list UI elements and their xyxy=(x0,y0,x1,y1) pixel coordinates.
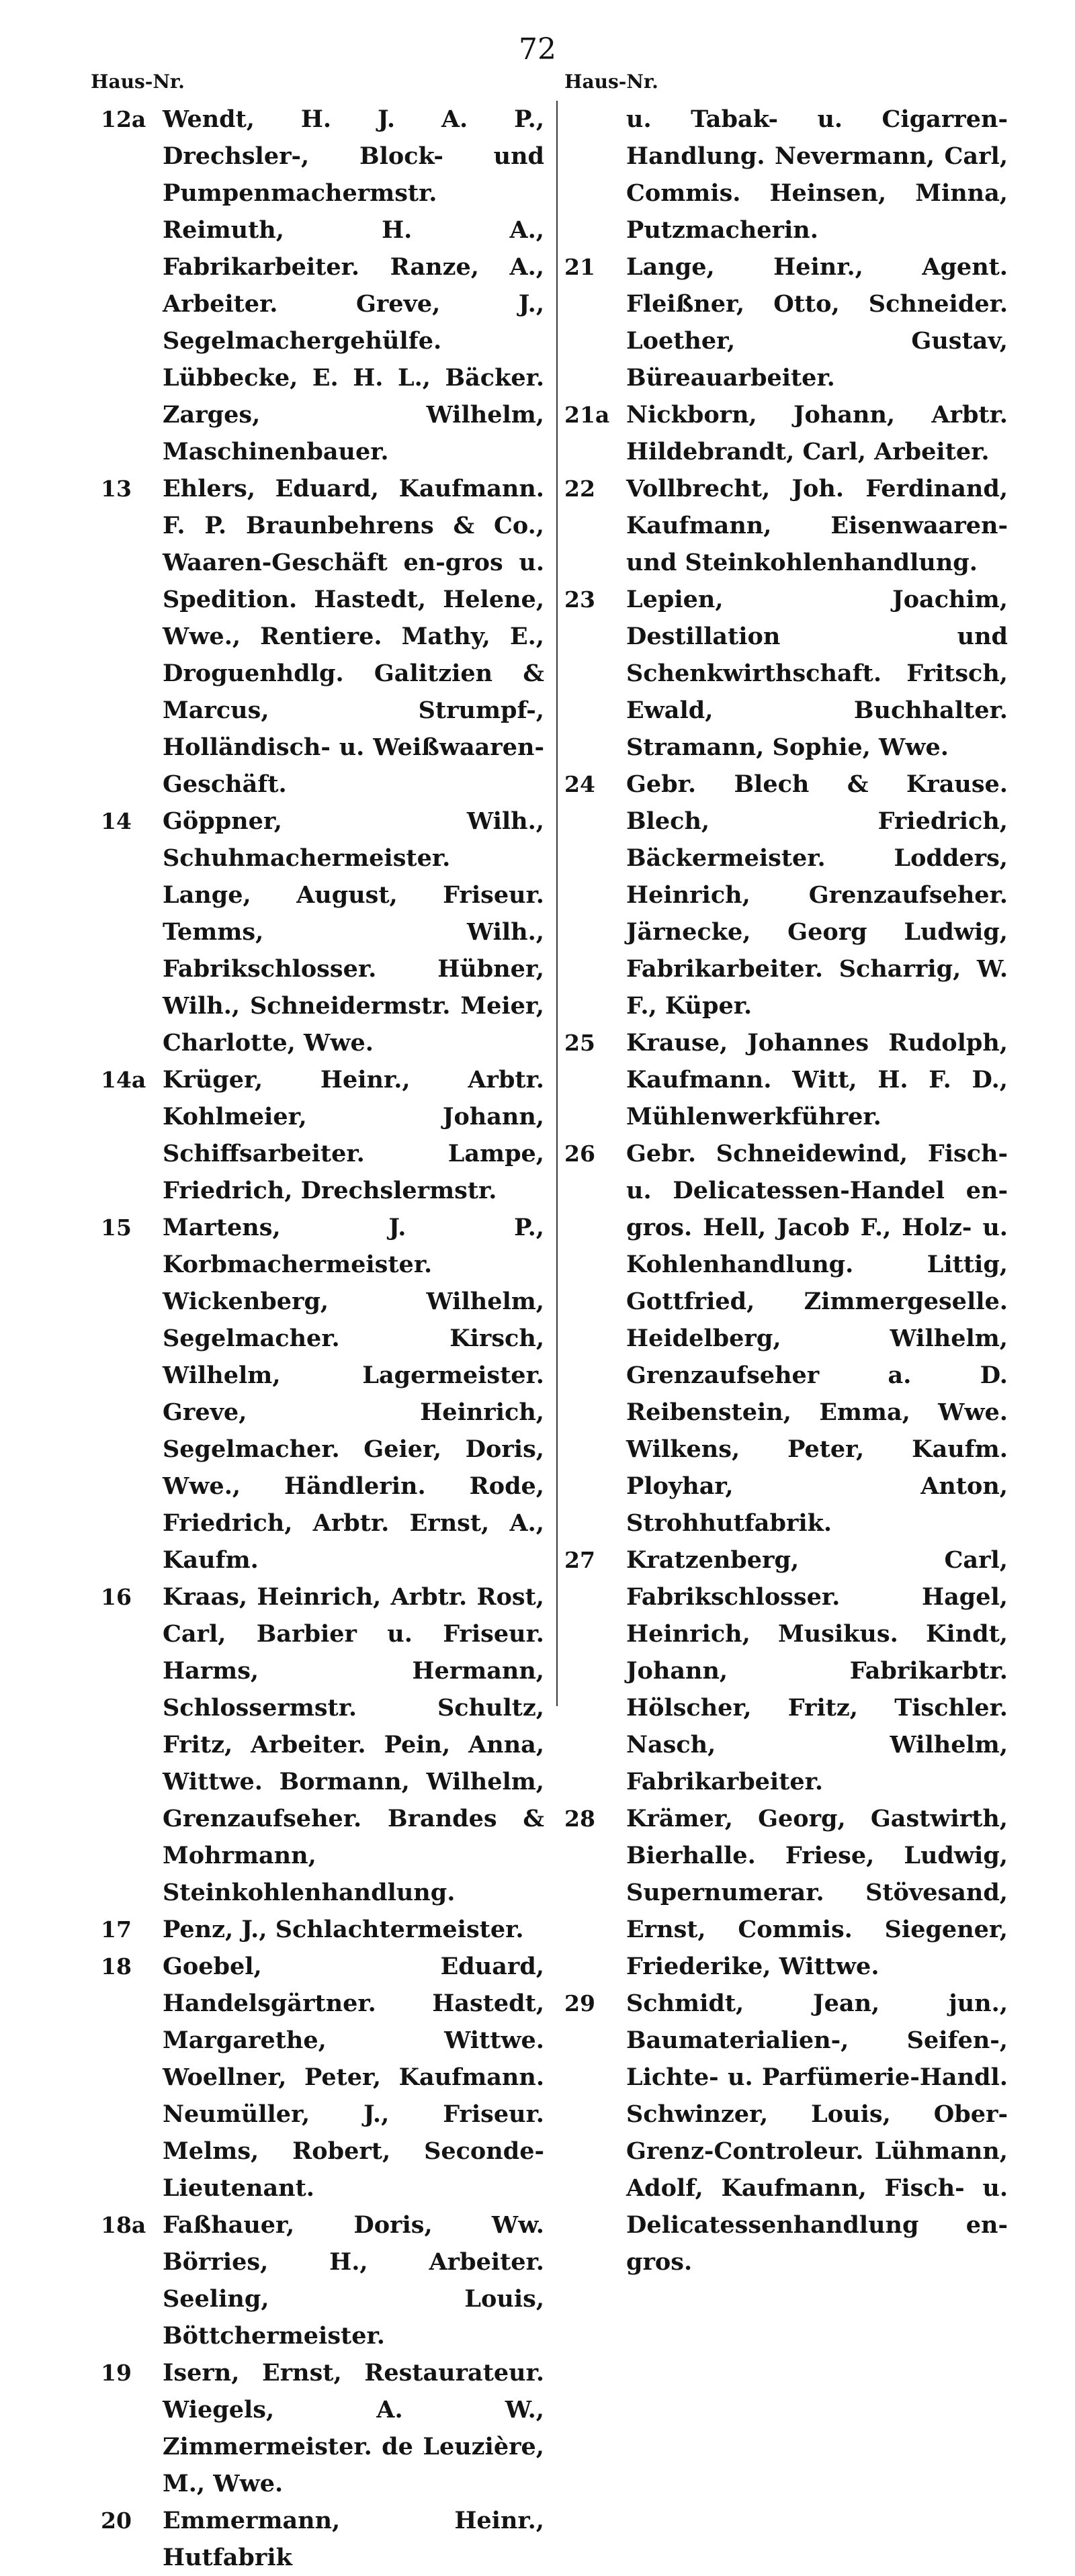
address-entry xyxy=(101,1209,544,1579)
resident-listing: Kratzenberg, Carl, Fabrikschlosser. Hagel, Heinrich, Musikus. Kindt, Johann, Fabrikarbtr. Hölscher, Fritz, Tischler. Nasch, Wilhelm, Fabrikarbeiter. xyxy=(626,1546,1008,1795)
resident-listing: Nickborn, Johann, Arbtr. Hildebrandt, Carl, Arbeiter. xyxy=(626,401,1008,465)
resident-listing: Vollbrecht, Joh. Ferdinand, Kaufmann, Eisenwaaren- und Steinkohlenhandlung. xyxy=(626,475,1008,576)
address-entry xyxy=(101,2502,544,2576)
house-number: 18 xyxy=(101,1953,132,1980)
address-entry xyxy=(564,581,1008,766)
address-entry xyxy=(101,101,544,470)
address-entry xyxy=(564,766,1008,1024)
address-entry xyxy=(564,249,1008,396)
page-number: 72 xyxy=(519,32,556,66)
resident-listing: Martens, J. P., Korbmachermeister. Wickenberg, Wilhelm, Segelmacher. Kirsch, Wilhelm, Lagermeister. Greve, Heinrich, Segelmacher. Geier, Doris, Wwe., Händlerin. Rode, Friedrich, Arbtr. Ernst, A., Kaufm. xyxy=(163,1214,544,1574)
address-entry xyxy=(564,1024,1008,1135)
house-number: 21a xyxy=(564,402,610,428)
address-entry xyxy=(564,101,1008,249)
resident-listing: Krämer, Georg, Gastwirth, Bierhalle. Friese, Ludwig, Supernumerar. Stövesand, Ernst, Commis. Siegener, Friederike, Wittwe. xyxy=(626,1805,1008,1980)
house-number: 17 xyxy=(101,1916,132,1943)
house-number: 23 xyxy=(564,586,595,613)
column-header-right: Haus-Nr. xyxy=(564,71,658,93)
address-entry xyxy=(564,1542,1008,1800)
resident-listing: Gebr. Schneidewind, Fisch- u. Delicatessen-Handel en-gros. Hell, Jacob F., Holz- u. Kohlenhandlung. Littig, Gottfried, Zimmergeselle. Heidelberg, Wilhelm, Grenzaufseher a. D. Reibenstein, Emma, Wwe. Wilkens, Peter, Kaufm. Ployhar, Anton, Strohhutfabrik. xyxy=(626,1140,1008,1537)
resident-listing: Wendt, H. J. A. P., Drechsler-, Block- und Pumpenmachermstr. Reimuth, H. A., Fabrikarbeiter. Ranze, A., Arbeiter. Greve, J., Segelmachergehülfe. Lübbecke, E. H. L., Bäcker. Zarges, Wilhelm, Maschinenbauer. xyxy=(163,105,544,465)
house-number: 28 xyxy=(564,1806,595,1832)
right-column xyxy=(564,71,1008,2280)
address-entry xyxy=(101,1061,544,1209)
left-column xyxy=(91,71,544,2576)
resident-listing: Emmermann, Heinr., Hutfabrik xyxy=(163,2507,544,2571)
address-entry xyxy=(564,396,1008,470)
resident-listing: u. Tabak- u. Cigarren-Handlung. Nevermann, Carl, Commis. Heinsen, Minna, Putzmacherin. xyxy=(626,105,1008,244)
house-number: 22 xyxy=(564,476,595,502)
house-number: 27 xyxy=(564,1547,595,1573)
resident-listing: Lepien, Joachim, Destillation und Schenkwirthschaft. Fritsch, Ewald, Buchhalter. Stramann, Sophie, Wwe. xyxy=(626,586,1008,761)
house-number: 13 xyxy=(101,476,132,502)
resident-listing: Lange, Heinr., Agent. Fleißner, Otto, Schneider. Loether, Gustav, Büreauarbeiter. xyxy=(626,253,1008,392)
address-entry xyxy=(101,470,544,803)
resident-listing: Faßhauer, Doris, Ww. Börries, H., Arbeiter. Seeling, Louis, Böttchermeister. xyxy=(163,2211,544,2350)
resident-listing: Krause, Johannes Rudolph, Kaufmann. Witt, H. F. D., Mühlenwerkführer. xyxy=(626,1029,1008,1130)
house-number: 19 xyxy=(101,2360,132,2386)
house-number: 24 xyxy=(564,771,595,797)
address-entry xyxy=(101,1579,544,1911)
house-number: 18a xyxy=(101,2212,146,2238)
column-divider xyxy=(556,101,558,1706)
address-entry xyxy=(101,1948,544,2207)
address-entry xyxy=(564,1135,1008,1542)
resident-listing: Krüger, Heinr., Arbtr. Kohlmeier, Johann, Schiffsarbeiter. Lampe, Friedrich, Drechslermstr. xyxy=(163,1066,544,1204)
house-number: 29 xyxy=(564,1990,595,2016)
house-number: 12a xyxy=(101,106,146,132)
resident-listing: Goebel, Eduard, Handelsgärtner. Hastedt, Margarethe, Wittwe. Woellner, Peter, Kaufmann. Neumüller, J., Friseur. Melms, Robert, Seconde-Lieutenant. xyxy=(163,1953,544,2202)
address-entry xyxy=(564,1985,1008,2280)
resident-listing: Gebr. Blech & Krause. Blech, Friedrich, Bäckermeister. Lodders, Heinrich, Grenzaufseher. Järnecke, Georg Ludwig, Fabrikarbeiter. Scharrig, W. F., Küper. xyxy=(626,770,1008,1020)
house-number: 26 xyxy=(564,1141,595,1167)
resident-listing: Göppner, Wilh., Schuhmachermeister. Lange, August, Friseur. Temms, Wilh., Fabrikschlosser. Hübner, Wilh., Schneidermstr. Meier, Charlotte, Wwe. xyxy=(163,807,544,1057)
resident-listing: Schmidt, Jean, jun., Baumaterialien-, Seifen-, Lichte- u. Parfümerie-Handl. Schwinzer, Louis, Ober-Grenz-Controleur. Lühmann, Adolf, Kaufmann, Fisch- u. Delicatessenhandlung en-gros. xyxy=(626,1990,1008,2276)
house-number: 20 xyxy=(101,2507,132,2534)
address-entry xyxy=(564,1800,1008,1985)
resident-listing: Isern, Ernst, Restaurateur. Wiegels, A. W., Zimmermeister. de Leuzière, M., Wwe. xyxy=(163,2359,544,2497)
address-entry xyxy=(101,1911,544,1948)
column-header-left: Haus-Nr. xyxy=(91,71,185,93)
resident-listing: Penz, J., Schlachtermeister. xyxy=(163,1916,524,1943)
house-number: 16 xyxy=(101,1584,132,1610)
house-number: 25 xyxy=(564,1030,595,1056)
address-entry xyxy=(101,803,544,1061)
address-entry xyxy=(101,2207,544,2354)
house-number: 14a xyxy=(101,1067,146,1093)
house-number: 15 xyxy=(101,1214,132,1241)
resident-listing: Kraas, Heinrich, Arbtr. Rost, Carl, Barbier u. Friseur. Harms, Hermann, Schlossermstr. Schultz, Fritz, Arbeiter. Pein, Anna, Wittwe. Bormann, Wilhelm, Grenzaufseher. Brandes & Mohrmann, Steinkohlenhandlung. xyxy=(163,1583,544,1906)
address-entry xyxy=(564,470,1008,581)
house-number: 14 xyxy=(101,808,132,834)
house-number: 21 xyxy=(564,254,595,280)
resident-listing: Ehlers, Eduard, Kaufmann. F. P. Braunbehrens & Co., Waaren-Geschäft en-gros u. Spedition. Hastedt, Helene, Wwe., Rentiere. Mathy, E., Droguenhdlg. Galitzien & Marcus, Strumpf-, Holländisch- u. Weißwaaren-Geschäft. xyxy=(163,475,544,798)
address-entry xyxy=(101,2354,544,2502)
